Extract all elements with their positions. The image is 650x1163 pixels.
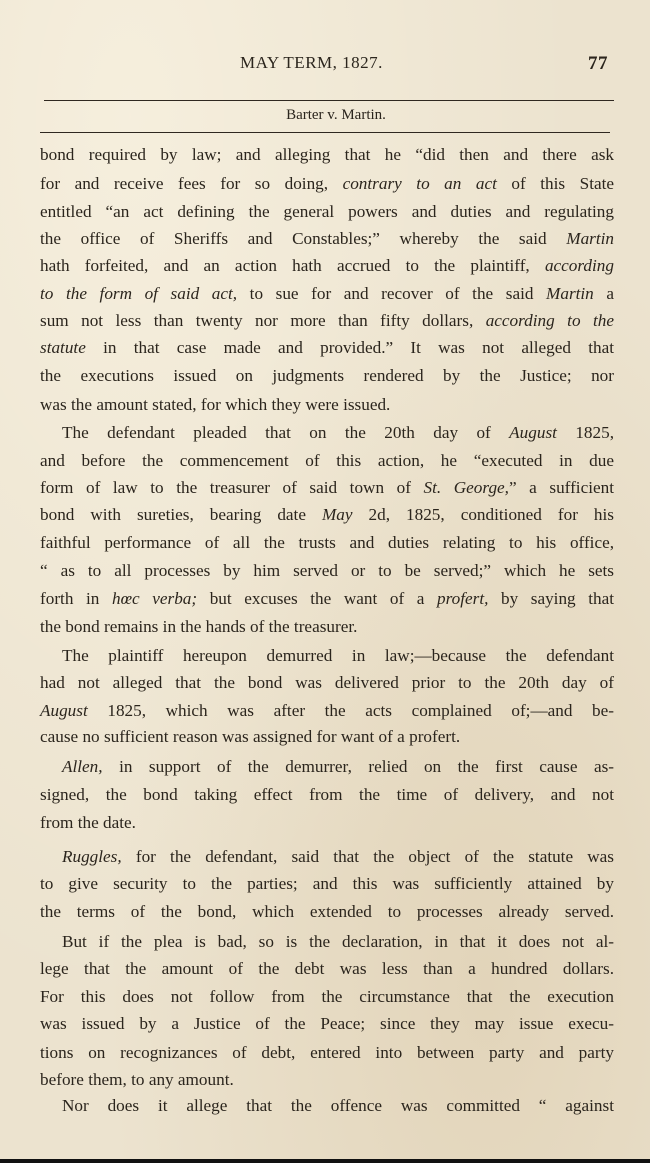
text-line bbox=[40, 450, 614, 472]
text-segment: for and receive fees for so doing, bbox=[40, 174, 343, 193]
text-line bbox=[40, 873, 614, 895]
italic-text: statute bbox=[40, 338, 86, 357]
text-line bbox=[40, 532, 614, 554]
text-line bbox=[40, 144, 614, 166]
text-segment: to sue for and recover of the said bbox=[237, 284, 547, 303]
text-line bbox=[40, 958, 614, 980]
text-line bbox=[40, 784, 614, 806]
text-segment: was the amount stated, for which they were issued. bbox=[40, 395, 391, 414]
running-title: MAY TERM, 1827. bbox=[240, 53, 383, 72]
text-segment: The defendant pleaded that on the 20th day of bbox=[62, 423, 510, 442]
text-segment: bond required by law; and alleging that he “did then and there ask bbox=[40, 145, 614, 164]
text-segment: 1825, which was after the acts complained of;—and be- bbox=[87, 701, 614, 720]
text-segment: bond with sureties, bearing date bbox=[40, 505, 322, 524]
text-segment: For this does not follow from the circumstance that the execution bbox=[40, 987, 614, 1006]
text-segment: the terms of the bond, which extended to processes already served. bbox=[40, 902, 614, 921]
text-line bbox=[40, 1042, 614, 1064]
text-line bbox=[40, 700, 614, 722]
text-segment: a bbox=[593, 284, 614, 303]
italic-text: August bbox=[509, 423, 557, 442]
italic-text: profert, bbox=[437, 589, 489, 608]
text-segment: The plaintiff hereupon demurred in law;—because the defendant bbox=[62, 646, 614, 665]
text-segment: the executions issued on judgments rendered by the Justice; nor bbox=[40, 366, 614, 385]
text-segment: in that case made and provided.” It was not alleged that bbox=[85, 338, 614, 357]
header-rule-bottom bbox=[40, 132, 610, 133]
text-segment: was issued by a Justice of the Peace; since they may issue execu- bbox=[40, 1014, 614, 1033]
text-segment: the office of Sheriffs and Constables;” whereby the said bbox=[40, 229, 567, 248]
text-line bbox=[40, 365, 614, 387]
text-line bbox=[40, 901, 614, 923]
text-line bbox=[40, 588, 614, 610]
text-segment: signed, the bond taking effect from the time of delivery, and not bbox=[40, 785, 614, 804]
text-line bbox=[40, 310, 614, 332]
text-line bbox=[40, 337, 614, 359]
text-segment: faithful performance of all the trusts and duties relating to his office, bbox=[40, 533, 614, 552]
text-segment: form of law to the treasurer of said town of bbox=[40, 478, 424, 497]
text-line bbox=[40, 726, 614, 748]
text-segment: ” a sufficient bbox=[508, 478, 614, 497]
text-segment: in support of the demurrer, relied on the first cause as- bbox=[102, 757, 614, 776]
italic-text: August bbox=[40, 701, 88, 720]
text-segment: by saying that bbox=[488, 589, 615, 608]
page-number: 77 bbox=[588, 53, 608, 74]
text-segment: lege that the amount of the debt was less than a hundred dollars. bbox=[40, 959, 614, 978]
text-line bbox=[40, 283, 614, 305]
text-line bbox=[40, 645, 614, 667]
text-line bbox=[40, 846, 614, 868]
text-line bbox=[40, 756, 614, 778]
header-rule-top bbox=[44, 100, 614, 101]
text-line bbox=[40, 1013, 614, 1035]
italic-text: hœc verba; bbox=[111, 589, 198, 608]
text-segment: had not alleged that the bond was delivered prior to the 20th day of bbox=[40, 673, 614, 692]
text-line bbox=[40, 422, 614, 444]
text-segment: entitled “an act defining the general powers and duties and regulating bbox=[40, 202, 614, 221]
text-segment: 1825, bbox=[556, 423, 614, 442]
italic-text: to the form of said act, bbox=[40, 284, 238, 303]
italic-text: according bbox=[544, 256, 614, 275]
text-segment: to give security to the parties; and this was sufficiently attained by bbox=[40, 874, 614, 893]
text-segment: the bond remains in the hands of the treasurer. bbox=[40, 617, 358, 636]
text-line bbox=[40, 560, 614, 582]
italic-text: Martin bbox=[566, 229, 614, 248]
text-line bbox=[40, 201, 614, 223]
text-line bbox=[40, 228, 614, 250]
text-segment: forth in bbox=[40, 589, 112, 608]
text-line bbox=[40, 173, 614, 195]
scan-edge bbox=[0, 1159, 650, 1163]
text-segment: tions on recognizances of debt, entered into between party and party bbox=[40, 1043, 614, 1062]
case-title: Barter v. Martin. bbox=[286, 107, 386, 123]
text-segment: before them, to any amount. bbox=[40, 1070, 234, 1089]
text-segment: from the date. bbox=[40, 813, 136, 832]
text-segment: sum not less than twenty nor more than fifty dollars, bbox=[40, 311, 486, 330]
text-line bbox=[40, 255, 614, 277]
text-segment: 2d, 1825, conditioned for his bbox=[352, 505, 614, 524]
italic-text: May bbox=[321, 505, 353, 524]
italic-text: according to the bbox=[485, 311, 614, 330]
text-segment: Nor does it allege that the offence was committed “ against bbox=[62, 1096, 614, 1115]
text-segment: hath forfeited, and an action hath accrued to the plaintiff, bbox=[40, 256, 545, 275]
text-segment: But if the plea is bad, so is the declaration, in that it does not al- bbox=[62, 932, 614, 951]
text-segment: and before the commencement of this action, he “executed in due bbox=[40, 451, 614, 470]
italic-text: Allen, bbox=[62, 757, 103, 776]
italic-text: St. George, bbox=[423, 478, 509, 497]
text-line bbox=[40, 477, 614, 499]
italic-text: contrary to an act bbox=[342, 174, 497, 193]
text-segment: but excuses the want of a bbox=[197, 589, 437, 608]
text-line bbox=[40, 1095, 614, 1117]
text-line bbox=[40, 931, 614, 953]
text-line bbox=[40, 504, 614, 526]
text-line bbox=[40, 812, 614, 834]
text-line bbox=[40, 616, 614, 638]
text-line bbox=[40, 986, 614, 1008]
text-segment: of this State bbox=[496, 174, 614, 193]
text-segment: cause no sufficient reason was assigned for want of a profert. bbox=[40, 727, 461, 746]
text-segment: for the defendant, said that the object of the statute was bbox=[121, 847, 614, 866]
italic-text: Martin bbox=[546, 284, 594, 303]
text-segment: “ as to all processes by him served or to be served;” which he sets bbox=[40, 561, 614, 580]
text-line bbox=[40, 672, 614, 694]
italic-text: Ruggles, bbox=[62, 847, 122, 866]
text-line bbox=[40, 394, 614, 416]
text-line bbox=[40, 1069, 614, 1091]
